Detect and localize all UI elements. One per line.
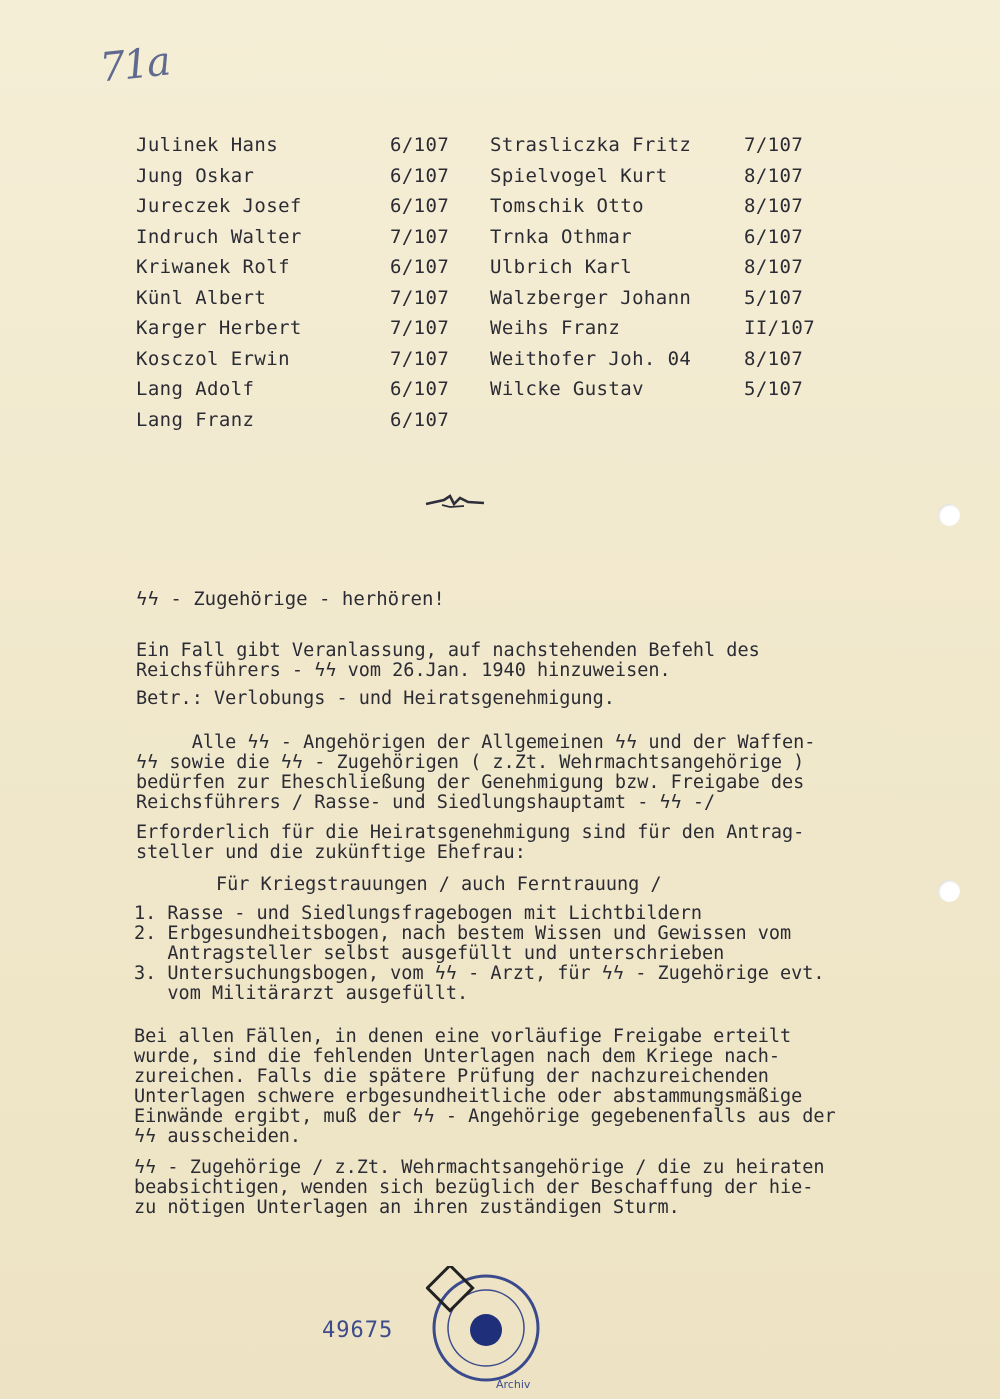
- roster-unit: 7/107: [744, 134, 804, 156]
- provisional-line: wurde, sind die fehlenden Unterlagen nach dem Kriege nach-: [134, 1046, 781, 1067]
- closing-line: ϟϟ - Zugehörige / z.Zt. Wehrmachtsangehörige / die zu heiraten: [134, 1157, 825, 1178]
- roster-name: Tomschik Otto: [490, 195, 644, 217]
- provisional-line: Einwände ergibt, muß der ϟϟ - Angehörige gegebenenfalls aus der: [134, 1106, 836, 1127]
- requirement-item: vom Militärarzt ausgefüllt.: [134, 983, 469, 1004]
- roster-unit: 6/107: [390, 378, 450, 400]
- provisional-line: Unterlagen schwere erbgesundheitliche oder abstammungsmäßige: [134, 1086, 803, 1107]
- roster-unit: 5/107: [744, 286, 804, 309]
- requirement-item: Antragsteller selbst ausgefüllt und unterschrieben: [134, 943, 725, 964]
- roster-unit: 7/107: [390, 317, 450, 339]
- requirement-line: Erforderlich für die Heiratsgenehmigung sind für den Antrag-: [136, 822, 805, 843]
- folio-number: 71a: [97, 38, 171, 92]
- divider-ornament-icon: [424, 492, 486, 512]
- roster-name: Kosczol Erwin: [136, 347, 290, 370]
- roster-name: Lang Adolf: [136, 378, 255, 400]
- intro-line: Ein Fall gibt Veranlassung, auf nachstehenden Befehl des: [136, 640, 760, 661]
- rule-line: bedürfen zur Eheschließung der Genehmigung bzw. Freigabe des: [136, 772, 805, 793]
- requirement-item: 1. Rasse - und Siedlungsfragebogen mit Lichtbildern: [134, 903, 703, 924]
- roster-unit: 6/107: [390, 256, 450, 278]
- roster-name: Julinek Hans: [136, 134, 279, 156]
- roster-name: Trnka Othmar: [490, 225, 633, 248]
- intro-line: Reichsführers - ϟϟ vom 26.Jan. 1940 hinzuweisen.: [136, 660, 671, 681]
- roster-name: Walzberger Johann: [490, 286, 692, 309]
- roster-name: Jureczek Josef: [136, 195, 302, 217]
- rule-line: Reichsführers / Rasse- und Siedlungshauptamt - ϟϟ -/: [136, 792, 716, 813]
- roster-unit: 5/107: [744, 378, 804, 400]
- svg-text:Archiv: Archiv: [496, 1378, 531, 1391]
- roster-name: Strasliczka Fritz: [490, 134, 692, 156]
- roster-unit: 6/107: [390, 195, 450, 217]
- roster-name: Indruch Walter: [136, 225, 302, 248]
- roster-name: Lang Franz: [136, 408, 255, 431]
- war-wedding-line: Für Kriegstrauungen / auch Ferntrauung /: [216, 874, 662, 895]
- roster-name: Kriwanek Rolf: [136, 256, 290, 278]
- rule-line: Alle ϟϟ - Angehörigen der Allgemeinen ϟϟ und der Waffen-: [136, 732, 816, 753]
- rule-line: ϟϟ sowie die ϟϟ - Zugehörigen ( z.Zt. Wehrmachtsangehörige ): [136, 752, 805, 773]
- archive-number: 49675: [322, 1318, 394, 1343]
- roster-name: Weithofer Joh. 04: [490, 347, 692, 370]
- roster-name: Wilcke Gustav: [490, 378, 644, 400]
- notice-heading: ϟϟ - Zugehörige - herhören!: [136, 588, 445, 610]
- closing-line: zu nötigen Unterlagen an ihren zuständigen Sturm.: [134, 1197, 680, 1218]
- roster-unit: 7/107: [390, 225, 450, 248]
- roster-unit: II/107: [744, 317, 816, 339]
- roster-name: Ulbrich Karl: [490, 256, 633, 278]
- punch-hole-bottom: [938, 880, 960, 902]
- roster-unit: 8/107: [744, 164, 804, 187]
- roster-unit: 6/107: [744, 225, 804, 248]
- roster-name: Spielvogel Kurt: [490, 164, 668, 187]
- roster-unit: 8/107: [744, 347, 804, 370]
- roster-name: Karger Herbert: [136, 317, 302, 339]
- roster-name: Weihs Franz: [490, 317, 621, 339]
- roster-unit: 7/107: [390, 347, 450, 370]
- roster-name: Jung Oskar: [136, 164, 255, 187]
- roster-name: Künl Albert: [136, 286, 267, 309]
- roster-unit: 6/107: [390, 134, 450, 156]
- requirement-item: 3. Untersuchungsbogen, vom ϟϟ - Arzt, für ϟϟ - Zugehörige evt.: [134, 963, 825, 984]
- requirement-line: steller und die zukünftige Ehefrau:: [136, 842, 526, 863]
- punch-hole-top: [938, 504, 960, 526]
- provisional-line: Bei allen Fällen, in denen eine vorläufige Freigabe erteilt: [134, 1026, 792, 1047]
- archive-stamp-icon: [426, 1266, 546, 1396]
- roster-unit: 6/107: [390, 164, 450, 187]
- roster-unit: 8/107: [744, 195, 804, 217]
- roster-unit: 8/107: [744, 256, 804, 278]
- closing-line: beabsichtigen, wenden sich bezüglich der Beschaffung der hie-: [134, 1177, 814, 1198]
- provisional-line: ϟϟ ausscheiden.: [134, 1126, 302, 1147]
- roster-unit: 6/107: [390, 408, 450, 431]
- provisional-line: zureichen. Falls die spätere Prüfung der nachzureichenden: [134, 1066, 769, 1087]
- roster-unit: 7/107: [390, 286, 450, 309]
- requirement-item: 2. Erbgesundheitsbogen, nach bestem Wissen und Gewissen vom: [134, 923, 792, 944]
- subject-line: Betr.: Verlobungs - und Heiratsgenehmigung.: [136, 688, 615, 709]
